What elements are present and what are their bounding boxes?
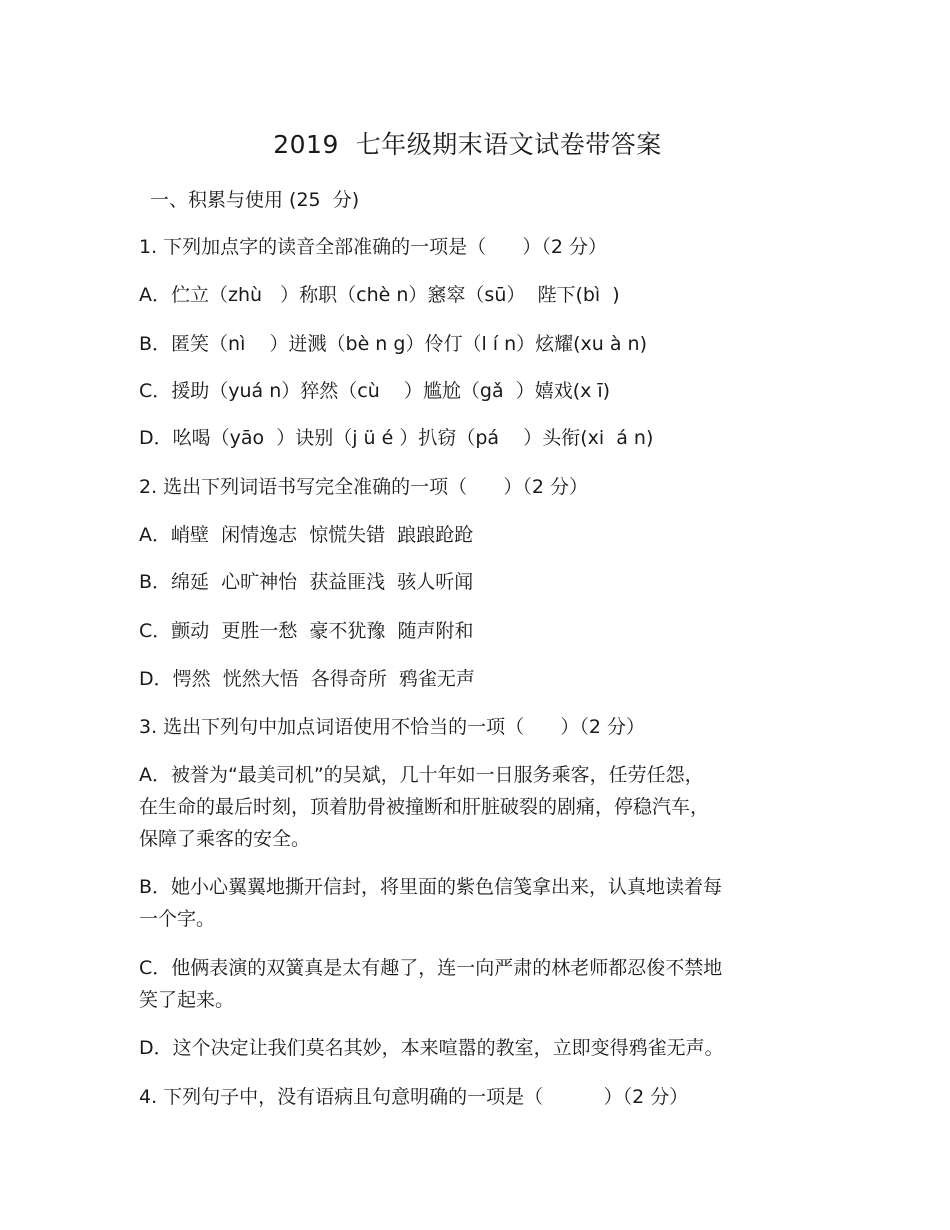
question-3-option-a-line-1: A．被誉为“最美司机”的吴斌，几十年如一日服务乘客，任劳任怨， — [139, 764, 704, 786]
question-3-option-d: D．这个决定让我们莫名其妙，本来喧嚣的教室，立即变得鸦雀无声。 — [139, 1037, 724, 1059]
question-2-option-c: C．颤动 更胜一愁 豪不犹豫 随声附和 — [139, 620, 474, 642]
question-2-option-d: D．愕然 恍然大悟 各得奇所 鸦雀无声 — [139, 668, 475, 690]
question-3-stem: 3. 选出下列句中加点词语使用不恰当的一项（ ）（2 分） — [139, 716, 646, 738]
question-1-option-b: B．匿笑（nì ）迸溅（bè n g）伶仃（l í n）炫耀(xu à n) — [139, 333, 648, 355]
question-2-stem: 2. 选出下列词语书写完全准确的一项（ ）（2 分） — [139, 476, 589, 498]
question-4-stem: 4. 下列句子中，没有语病且句意明确的一项是（ ）（2 分） — [139, 1086, 689, 1108]
section-heading: 一、积累与使用 (25 分) — [150, 189, 360, 211]
page-title: 2019 七年级期末语文试卷带答案 — [273, 130, 662, 159]
question-2-option-a: A．峭壁 闲情逸志 惊慌失错 踉踉跄跄 — [139, 524, 474, 546]
question-1-option-d: D．吆喝（yāo ）诀别（j ü é ）扒窃（pá ）头衔(xi á n) — [139, 427, 654, 449]
question-3-option-b-line-2: 一个字。 — [139, 908, 216, 930]
question-3-option-b-line-1: B．她小心翼翼地撕开信封，将里面的紫色信笺拿出来，认真地读着每 — [139, 876, 723, 898]
question-3-option-a-line-3: 保障了乘客的安全。 — [139, 828, 311, 850]
question-1-option-c: C．援助（yuá n）猝然（cù ）尴尬（gǎ ）嬉戏(x ī) — [139, 380, 611, 402]
question-1-stem: 1. 下列加点字的读音全部准确的一项是（ ）（2 分） — [139, 236, 608, 258]
question-3-option-c-line-2: 笑了起来。 — [139, 989, 235, 1011]
question-3-option-a-line-2: 在生命的最后时刻，顶着肋骨被撞断和肝脏破裂的剧痛，停稳汽车， — [139, 796, 710, 818]
question-3-option-c-line-1: C．他俩表演的双簧真是太有趣了，连一向严肃的林老师都忍俊不禁地 — [139, 957, 723, 979]
question-1-option-a: A．伫立（zhù ）称职（chè n）窸窣（sū） 陛下(bì ) — [139, 284, 620, 306]
question-2-option-b: B．绵延 心旷神怡 获益匪浅 骇人听闻 — [139, 571, 474, 593]
